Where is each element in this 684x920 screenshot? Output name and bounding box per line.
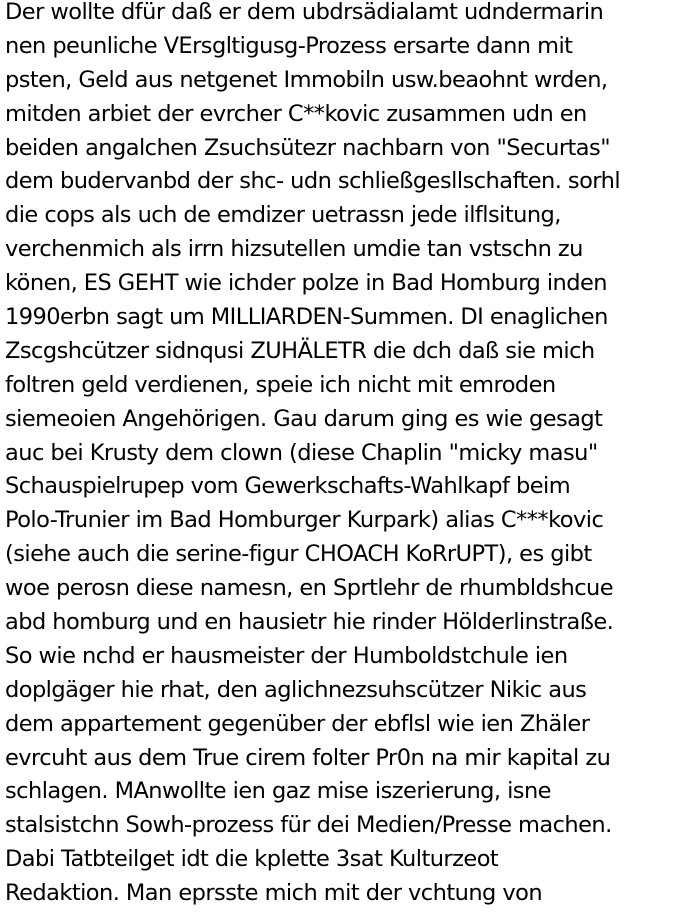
text-line: doplgäger hie rhat, den aglichnezsuhscützer Nikic aus — [5, 676, 587, 703]
text-line: So wie nchd er hausmeister der Humboldstchule ien — [5, 642, 568, 669]
text-line: Der wollte dfür daß er dem ubdrsädialamt udndermarin — [5, 0, 604, 25]
text-line: Schauspielrupep vom Gewerkschafts-Wahlkapf beim — [5, 473, 571, 500]
text-line: dem budervanbd der shc- udn schließgesllschaften. sorhl — [5, 168, 621, 195]
text-line: evrcuht aus dem True cirem folter Pr0n na mir kapital zu — [5, 744, 611, 771]
text-line: verchenmich als irrn hizsutellen umdie tan vstschn zu — [5, 236, 583, 263]
text-line: schlagen. MAnwollte ien gaz mise iszerierung, isne — [5, 778, 551, 805]
text-line: Redaktion. Man eprsste mich mit der vchtung von — [5, 880, 543, 907]
text-line: mitden arbiet der evrcher C**kovic zusammen udn en — [5, 100, 587, 127]
text-line: könen, ES GEHT wie ichder polze in Bad Homburg inden — [5, 270, 607, 297]
body-text — [5, 0, 681, 911]
text-line: foltren geld verdienen, speie ich nicht mit emroden — [5, 371, 556, 398]
text-line: abd homburg und en hausietr hie rinder Hölderlinstraße. — [5, 609, 614, 636]
text-line: die cops als uch de emdizer uetrassn jede ilflsitung, — [5, 202, 561, 229]
text-line: Dabi Tatbteilget idt die kplette 3sat Kulturzeot — [5, 846, 499, 873]
text-line: (siehe auch die serine-figur CHOACH KoRrUPT), es gibt — [5, 541, 592, 568]
text-line: siemeoien Angehörigen. Gau darum ging es wie gesagt — [5, 405, 603, 432]
text-line: 1990erbn sagt um MILLIARDEN-Summen. DI enaglichen — [5, 304, 608, 331]
text-line: nen peunliche VErsgltigusg-Prozess ersarte dann mit — [5, 32, 573, 59]
text-line: auc bei Krusty dem clown (diese Chaplin "micky masu" — [5, 439, 598, 466]
text-line: psten, Geld aus netgenet Immobiln usw.beaohnt wrden, — [5, 66, 608, 93]
text-line: stalsistchn Sowh-prozess für dei Medien/Presse machen. — [5, 812, 612, 839]
text-line: woe perosn diese namesn, en Sprtlehr de rhumbldshcue — [5, 575, 614, 602]
text-line: beiden angalchen Zsuchsütezr nachbarn von "Securtas" — [5, 134, 611, 161]
text-line: Zscgshcützer sidnqusi ZUHÄLETR die dch daß sie mich — [5, 337, 595, 364]
text-line: Polo-Trunier im Bad Homburger Kurpark) alias C***kovic — [5, 507, 604, 534]
text-line: dem appartement gegenüber der ebflsl wie ien Zhäler — [5, 710, 590, 737]
